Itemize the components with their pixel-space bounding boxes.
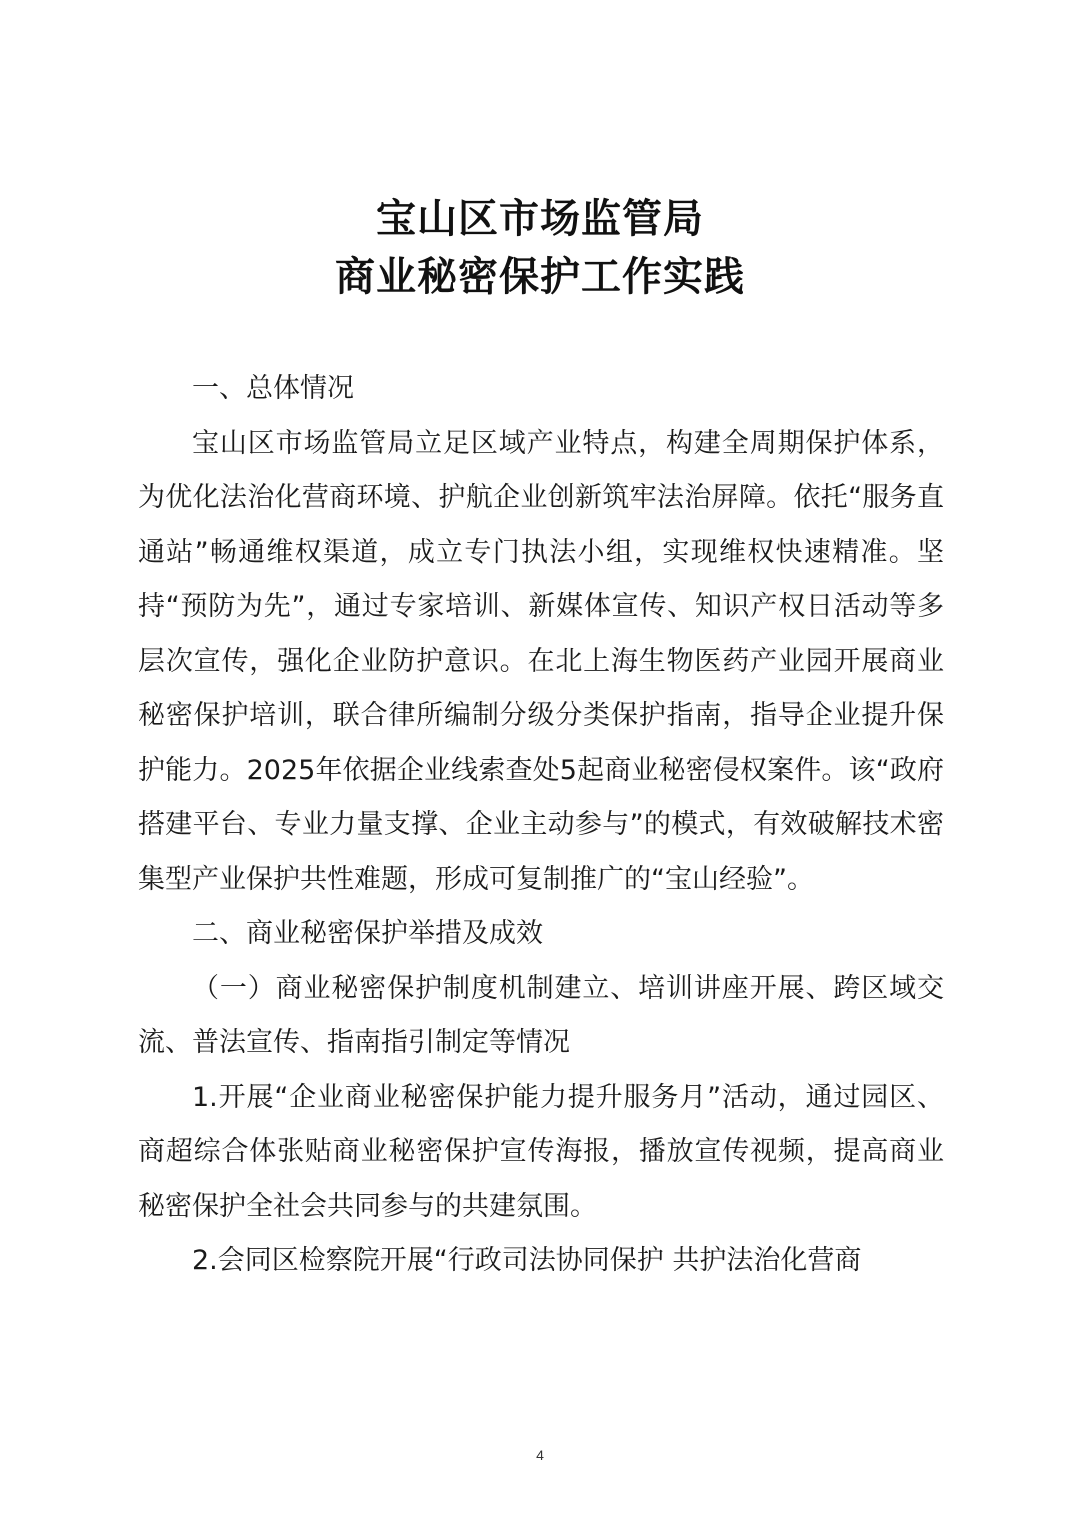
section-2-heading: 二、商业秘密保护举措及成效 [192,918,543,949]
section-1-heading: 一、总体情况 [192,373,354,404]
document-body [138,362,944,1289]
section-1-paragraph: 宝山区市场监管局立足区域产业特点，构建全周期保护体系，为优化法治化营商环境、护航企业创新筑牢法治屏障。依托“服务直通站”畅通维权渠道，成立专门执法小组，实现维权快速精准。坚持“预防为先”，通过专家培训、新媒体宣传、知识产权日活动等多层次宣传，强化企业防护意识。在北上海生物医药产业园开展商业秘密保护培训，联合律所编制分级分类保护指南，指导企业提升保护能力。2025年依据企业线索查处5起商业秘密侵权案件。该“政府搭建平台、专业力量支撑、企业主动参与”的模式，有效破解技术密集型产业保护共性难题，形成可复制推广的“宝山经验”。 [138,427,944,895]
document-title-line-2: 商业秘密保护工作实践 [335,253,745,300]
item-2-paragraph: 2.会同区检察院开展“行政司法协同保护 共护法治化营商 [192,1245,862,1276]
item-1-paragraph: 1.开展“企业商业秘密保护能力提升服务月”活动，通过园区、商超综合体张贴商业秘密保护宣传海报，播放宣传视频，提高商业秘密保护全社会共同参与的共建氛围。 [138,1081,944,1222]
page-number: 4 [536,1447,544,1463]
subsection-1-heading: （一）商业秘密保护制度机制建立、培训讲座开展、跨区域交流、普法宣传、指南指引制定等情况 [138,972,944,1058]
document-title-line-1: 宝山区市场监管局 [376,195,704,242]
